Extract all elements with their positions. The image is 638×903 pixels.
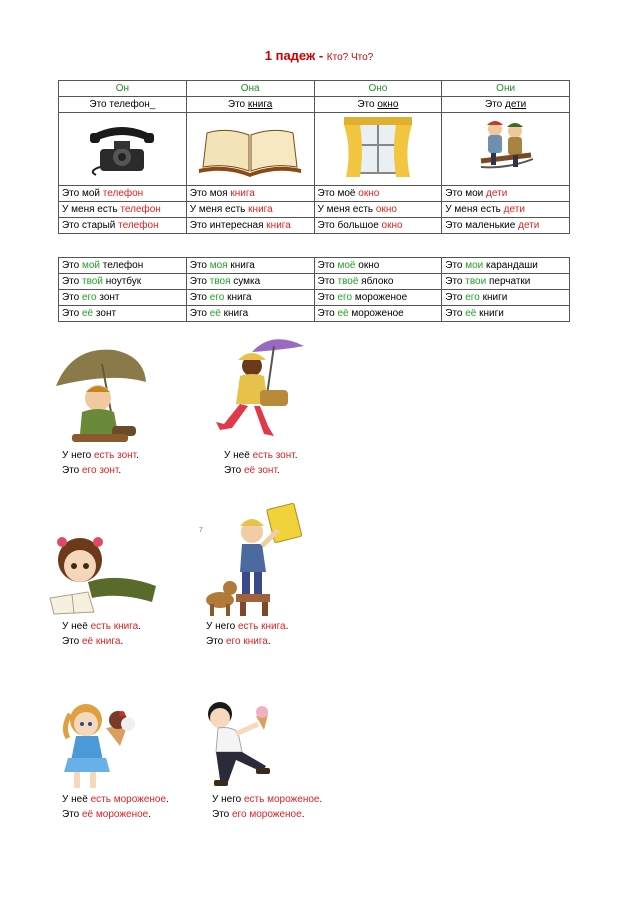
table-row	[59, 274, 570, 290]
boy-icecream-image	[198, 696, 290, 792]
boy-book-dog-image	[200, 502, 308, 618]
girl-umbrella-image	[212, 330, 308, 448]
example-row	[59, 97, 570, 113]
image-cell	[59, 113, 187, 186]
header-cell: Они	[442, 81, 570, 97]
caption-boy-icecream: У него есть мороженое. Это его мороженое.	[212, 794, 323, 820]
table-row	[59, 306, 570, 322]
stray-mark: 7	[199, 527, 203, 534]
table-cell: Это моя книга	[186, 186, 314, 202]
table-cell: У меня есть дети	[442, 202, 570, 218]
caption-boy-book: У него есть книга. Это его книга.	[206, 621, 289, 647]
example-cell: Это телефон_	[59, 97, 187, 113]
image-cell	[442, 113, 570, 186]
table-cell: Это твоя сумка	[186, 274, 314, 290]
telephone-image	[82, 117, 162, 177]
table-cell: Это твоё яблоко	[314, 274, 442, 290]
table-row	[59, 218, 570, 234]
table-cell: У меня есть окно	[314, 202, 442, 218]
book-image	[195, 117, 305, 177]
page-title	[0, 48, 638, 63]
table-row	[59, 258, 570, 274]
declension-table-1	[58, 80, 570, 234]
table-cell: Это старый телефон	[59, 218, 187, 234]
table-cell: Это его мороженое	[314, 290, 442, 306]
caption-girl-book: У неё есть книга. Это её книга.	[62, 621, 141, 647]
table-cell: Это мой телефон	[59, 258, 187, 274]
table-row	[59, 186, 570, 202]
boy-umbrella-image	[52, 342, 148, 446]
table-cell: Это маленькие дети	[442, 218, 570, 234]
table-cell: Это большое окно	[314, 218, 442, 234]
children-sled-image	[471, 115, 541, 179]
table-cell: Это его книга	[186, 290, 314, 306]
example-cell: Это окно	[314, 97, 442, 113]
table-cell: Это твой ноутбук	[59, 274, 187, 290]
table-cell: Это моё окно	[314, 258, 442, 274]
table-cell: Это мои карандаши	[442, 258, 570, 274]
window-image	[338, 115, 418, 179]
image-cell	[314, 113, 442, 186]
header-cell: Он	[59, 81, 187, 97]
table-cell: Это твои перчатки	[442, 274, 570, 290]
caption-girl-icecream: У неё есть мороженое. Это её мороженое.	[62, 794, 169, 820]
title-main: 1 падеж -	[264, 48, 324, 63]
header-cell: Она	[186, 81, 314, 97]
caption-girl-umbrella: У неё есть зонт. Это её зонт.	[224, 450, 298, 476]
caption-boy-umbrella: У него есть зонт. Это его зонт.	[62, 450, 139, 476]
table-row	[59, 290, 570, 306]
image-row	[59, 113, 570, 186]
header-cell: Оно	[314, 81, 442, 97]
table-cell: Это моё окно	[314, 186, 442, 202]
example-cell: Это книга	[186, 97, 314, 113]
girl-book-image	[48, 528, 160, 616]
girl-icecream-image	[58, 698, 144, 792]
table-cell: Это его зонт	[59, 290, 187, 306]
title-question: Кто? Что?	[326, 52, 374, 63]
table-cell: Это мои дети	[442, 186, 570, 202]
table-cell: Это её книга	[186, 306, 314, 322]
table-cell: Это моя книга	[186, 258, 314, 274]
table-cell: Это его книги	[442, 290, 570, 306]
table-cell: У меня есть книга	[186, 202, 314, 218]
table-cell: У меня есть телефон	[59, 202, 187, 218]
table-row	[59, 202, 570, 218]
table-cell: Это её зонт	[59, 306, 187, 322]
table-cell: Это её мороженое	[314, 306, 442, 322]
possessive-table	[58, 257, 570, 322]
table-cell: Это её книги	[442, 306, 570, 322]
header-row	[59, 81, 570, 97]
example-cell: Это дети	[442, 97, 570, 113]
table-cell: Это интересная книга	[186, 218, 314, 234]
image-cell	[186, 113, 314, 186]
table-cell: Это мой телефон	[59, 186, 187, 202]
